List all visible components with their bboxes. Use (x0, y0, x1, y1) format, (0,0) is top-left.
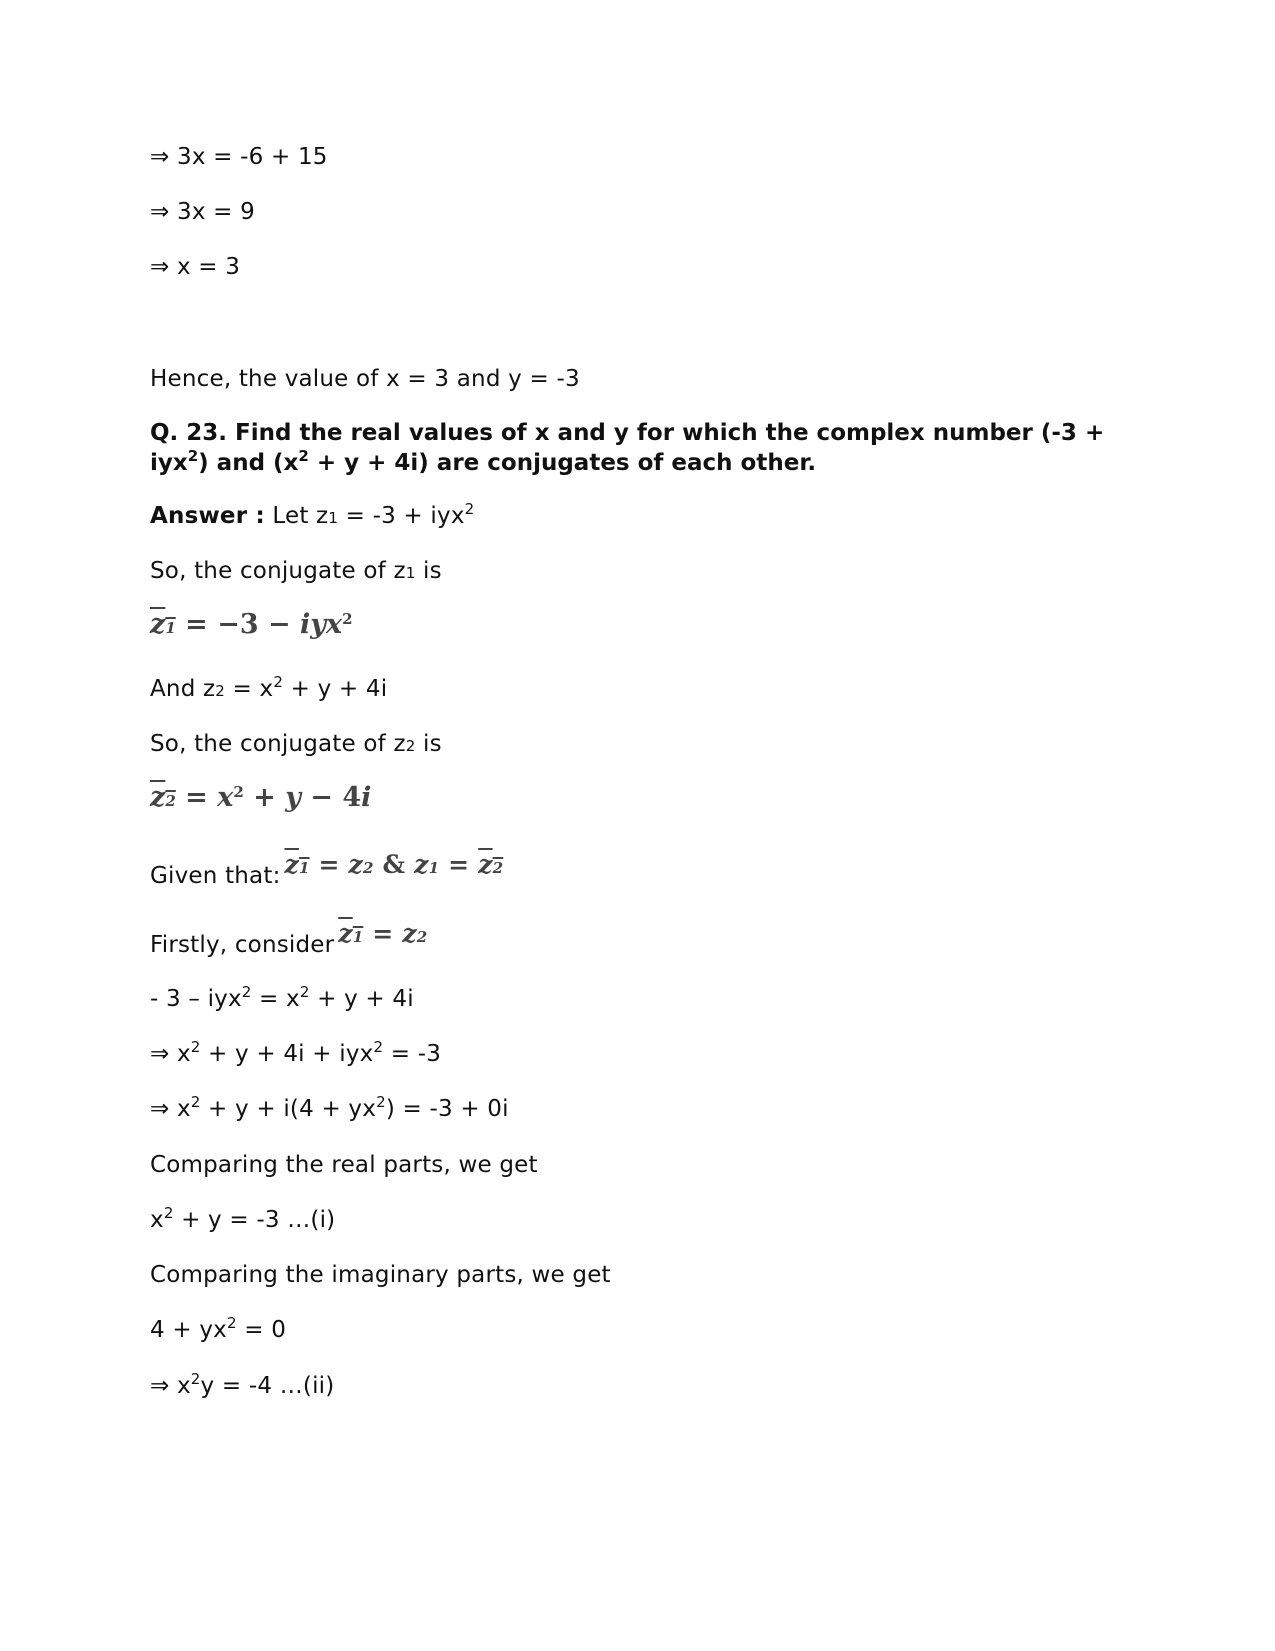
question-sup-2: 2 (298, 447, 309, 465)
firstly-line (150, 919, 428, 960)
hence-conclusion: Hence, the value of x = 3 and y = -3 (150, 366, 580, 392)
eq-imag-a: 4 + yx (150, 1317, 227, 1343)
question-sup-1: 2 (187, 447, 199, 465)
given-eq2: = (439, 850, 479, 879)
firstly-z2: z (402, 919, 417, 948)
answer-text-b: = -3 + iyx (338, 503, 465, 529)
equation-conj-z1 (150, 608, 353, 642)
conj2-eq-rhs-e: − 4 (300, 782, 362, 813)
step2-sup1: 2 (190, 1038, 201, 1056)
firstly-z1-sub: 1 (352, 928, 364, 946)
given-eq1: = (309, 850, 349, 879)
step3-sup1: 2 (190, 1093, 201, 1111)
firstly-equation (338, 919, 427, 948)
conj2-eq-rhs-d: y (285, 782, 301, 813)
answer-sup: 2 (464, 500, 475, 518)
equation-imaginary (150, 1315, 286, 1345)
step3-c: ) = -3 + 0i (385, 1096, 509, 1122)
given-z4-sub: 2 (492, 859, 504, 877)
step3-sup2: 2 (376, 1093, 386, 1111)
step2-b: + y + 4i + iyx (200, 1041, 374, 1067)
step2-a: ⇒ x (150, 1041, 191, 1067)
conj2-eq-rhs-c: + (243, 782, 286, 813)
conj1-text-a: So, the conjugate of z (150, 558, 406, 584)
conj2-eq-rhs-a: = (175, 782, 218, 813)
given-z3-sub: 1 (428, 859, 440, 877)
conj1-eq-sup: 2 (342, 610, 353, 628)
and-z2-a: And z (150, 676, 216, 702)
conj1-text-sub: 1 (405, 564, 416, 582)
conj2-eq-rhs-f: i (361, 782, 372, 813)
conj1-eq-z-letter: z (150, 609, 166, 640)
eq-ii-b: y = -4 …(ii) (200, 1373, 335, 1399)
derivation-step-1 (150, 984, 414, 1014)
answer-sub: 1 (328, 509, 339, 527)
conj2-eq-z-letter: z (150, 782, 166, 813)
step1-c: + y + 4i (309, 986, 414, 1012)
and-z2-sub: 2 (215, 682, 226, 700)
given-z4: z (478, 850, 493, 879)
eq-i-a: x (150, 1207, 164, 1233)
step-line-1: ⇒ 3x = -6 + 15 (150, 144, 328, 170)
eq-imag-b: = 0 (236, 1317, 287, 1343)
step1-a: - 3 – iyx (150, 986, 242, 1012)
conjugate-z2-text (150, 729, 442, 759)
conj1-eq-rhs-b: iyx (300, 609, 343, 640)
step2-sup2: 2 (373, 1038, 384, 1056)
given-z2-sub: 2 (362, 859, 374, 877)
and-z2-c: + y + 4i (283, 676, 388, 702)
step3-a: ⇒ x (150, 1096, 191, 1122)
answer-line (150, 501, 474, 531)
conj2-eq-sub: 2 (165, 792, 176, 810)
and-z2-sup: 2 (273, 673, 284, 691)
answer-text-a: Let z (264, 503, 329, 529)
step3-b: + y + i(4 + yx (200, 1096, 377, 1122)
step-line-2: ⇒ 3x = 9 (150, 199, 255, 225)
equation-i (150, 1205, 335, 1235)
conj1-eq-z (150, 609, 176, 640)
given-amp: & (373, 850, 415, 879)
question-text-middle: ) and (x (198, 450, 299, 476)
firstly-z1: z (338, 919, 353, 948)
eq-i-sup: 2 (163, 1204, 174, 1222)
equation-ii (150, 1371, 334, 1401)
step2-c: = -3 (383, 1041, 442, 1067)
comparing-real-parts: Comparing the real parts, we get (150, 1152, 538, 1178)
step-line-3: ⇒ x = 3 (150, 254, 241, 280)
given-z2: z (348, 850, 363, 879)
conj2-eq-sup: 2 (233, 783, 244, 801)
eq-ii-a: ⇒ x (150, 1373, 191, 1399)
eq-imag-sup: 2 (226, 1314, 237, 1332)
question-text-suffix: + y + 4i) are conjugates of each other. (308, 450, 817, 476)
conj2-text-sub: 2 (405, 737, 416, 755)
given-equation (285, 850, 504, 879)
question-text-prefix: Q. 23. Find the real values of x and y for which the complex number (-3 + iyx (150, 420, 1105, 476)
firstly-label: Firstly, consider (150, 932, 335, 958)
eq-i-b: + y = -3 …(i) (173, 1207, 336, 1233)
conj2-eq-rhs-b: x (217, 782, 234, 813)
answer-label: Answer : (150, 503, 265, 529)
question-23 (150, 418, 1140, 478)
conj2-text-a: So, the conjugate of z (150, 731, 406, 757)
given-z3: z (414, 850, 429, 879)
conjugate-z1-text (150, 556, 442, 586)
conj2-text-b: is (415, 731, 442, 757)
firstly-eq: = (363, 919, 403, 948)
step1-sup2: 2 (299, 983, 310, 1001)
given-label: Given that: (150, 863, 281, 889)
given-z1: z (284, 850, 299, 879)
conj1-eq-sub: 1 (165, 619, 176, 637)
equation-conj-z2 (150, 781, 371, 815)
conj2-eq-z (150, 782, 176, 813)
and-z2-b: = x (225, 676, 274, 702)
step1-b: = x (251, 986, 300, 1012)
conj1-text-b: is (415, 558, 442, 584)
firstly-z2-sub: 2 (416, 928, 428, 946)
comparing-imaginary-parts: Comparing the imaginary parts, we get (150, 1262, 611, 1288)
given-z1-sub: 1 (298, 859, 310, 877)
derivation-step-2 (150, 1039, 441, 1069)
given-line (150, 850, 504, 891)
conj1-eq-rhs-a: = −3 − (175, 609, 301, 640)
step1-sup1: 2 (241, 983, 252, 1001)
and-z2-line (150, 674, 387, 704)
derivation-step-3 (150, 1094, 509, 1124)
eq-ii-sup: 2 (190, 1370, 201, 1388)
